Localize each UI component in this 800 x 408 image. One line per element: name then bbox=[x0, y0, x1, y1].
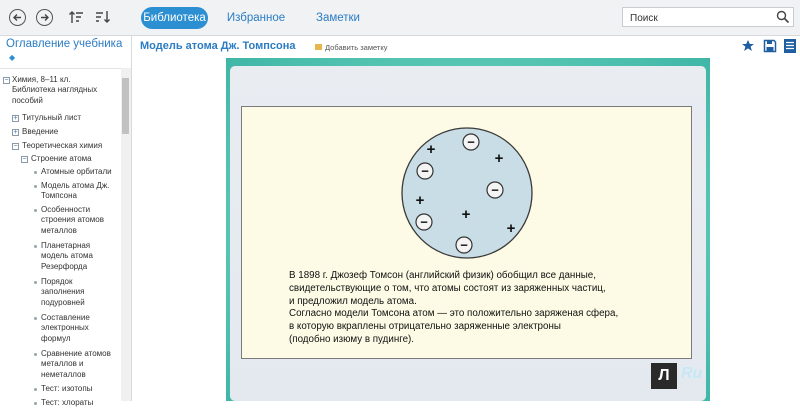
pin-icon[interactable]: ◆ bbox=[9, 53, 16, 62]
description-line: Согласно модели Томсона атом — это положительно заряженая сфера, bbox=[289, 308, 619, 320]
toc-item-label: металлов и bbox=[41, 359, 84, 369]
toc-item-label: Модель атома Дж. bbox=[41, 181, 110, 190]
toc-item-sublevel-filling[interactable] bbox=[41, 277, 85, 308]
bullet-icon bbox=[34, 402, 37, 405]
minus-sign: − bbox=[421, 163, 429, 179]
back-arrow-icon[interactable] bbox=[9, 9, 26, 26]
toc-item-metal-atoms[interactable] bbox=[41, 205, 104, 236]
toc-item-label: Составление bbox=[41, 313, 90, 322]
bullet-icon bbox=[34, 185, 37, 188]
bullet-icon bbox=[34, 317, 37, 320]
bullet-icon bbox=[34, 171, 37, 174]
toc-tree bbox=[0, 68, 121, 407]
sort-ascending-icon[interactable] bbox=[68, 9, 84, 25]
watermark-text: Ru bbox=[681, 365, 703, 382]
toc-item-chlorates-test[interactable]: Тест: хлораты bbox=[41, 398, 94, 407]
bullet-icon bbox=[34, 245, 37, 248]
bullet-icon bbox=[34, 388, 37, 391]
expand-box-icon[interactable]: + bbox=[13, 129, 18, 136]
toc-item-atomic-orbitals[interactable]: Атомные орбитали bbox=[41, 167, 112, 176]
toc-item-label: формул bbox=[41, 333, 71, 343]
toc-item-label: Библиотека наглядных bbox=[12, 85, 98, 95]
note-icon bbox=[315, 44, 322, 50]
toc-item-electron-formulas[interactable] bbox=[41, 313, 90, 344]
electron-icon bbox=[463, 134, 479, 150]
toc-item-thompson-model[interactable] bbox=[41, 181, 109, 202]
sidebar-scrollbar[interactable] bbox=[121, 68, 131, 401]
description-line: (подобно изюму в пудинге). bbox=[289, 333, 415, 345]
thomson-atom-diagram bbox=[400, 127, 535, 260]
toc-item-rutherford-model[interactable] bbox=[41, 241, 93, 272]
toc-item-atom-structure[interactable]: Строение атома bbox=[31, 154, 92, 163]
minus-sign: − bbox=[460, 237, 468, 253]
toc-item-label: Порядок bbox=[41, 277, 73, 286]
bullet-icon bbox=[34, 353, 37, 356]
add-note-button[interactable] bbox=[315, 43, 387, 52]
plus-sign: + bbox=[415, 192, 425, 209]
plus-sign: + bbox=[506, 220, 516, 237]
plus-sign: + bbox=[494, 150, 504, 167]
search-icon[interactable] bbox=[776, 10, 790, 24]
description-line: свидетельствующие о том, что атомы состоят из заряженных частиц, bbox=[289, 282, 606, 294]
electron-icon bbox=[487, 182, 503, 198]
toc-item-label: электронных bbox=[41, 323, 89, 333]
tab-favorites[interactable]: Избранное bbox=[226, 12, 286, 24]
search-input[interactable] bbox=[623, 10, 771, 28]
menu-lines-icon[interactable] bbox=[784, 39, 796, 53]
toc-item-chemistry[interactable] bbox=[12, 75, 97, 106]
toc-item-label: Сравнение атомов bbox=[41, 349, 111, 358]
electron-icon bbox=[456, 237, 472, 253]
collapse-box-icon[interactable]: − bbox=[22, 156, 27, 163]
plus-sign: + bbox=[426, 141, 436, 158]
description-line: в которую вкраплены отрицательно заряженные электроны bbox=[289, 321, 561, 333]
toc-item-title-page[interactable]: Титульный лист bbox=[22, 113, 82, 122]
toc-item-isotopes-test[interactable]: Тест: изотопы bbox=[41, 384, 93, 393]
collapse-box-icon[interactable]: − bbox=[4, 77, 9, 84]
plus-sign: + bbox=[461, 206, 471, 223]
electron-icon bbox=[417, 163, 433, 179]
toc-item-introduction[interactable]: Введение bbox=[22, 127, 59, 136]
toc-item-label: заполнения bbox=[41, 287, 85, 297]
toc-item-theoretical-chemistry[interactable]: Теоретическая химия bbox=[22, 141, 103, 150]
page-title: Модель атома Дж. Томпсона bbox=[140, 40, 296, 52]
minus-sign: − bbox=[467, 134, 475, 150]
add-note-label: Добавить заметку bbox=[325, 43, 388, 52]
toc-title: Оглавление учебника bbox=[6, 38, 123, 50]
search-box bbox=[622, 7, 794, 27]
tab-notes[interactable]: Заметки bbox=[316, 12, 360, 24]
top-toolbar bbox=[0, 0, 800, 36]
toc-item-label: Особенности bbox=[41, 205, 91, 214]
toc-item-label: металлов bbox=[41, 225, 77, 235]
toc-item-label: Резерфорда bbox=[41, 261, 88, 271]
toc-item-label: Химия, 8–11 кл. bbox=[12, 75, 71, 84]
electron-icon bbox=[416, 214, 432, 230]
toc-item-metals-nonmetals[interactable] bbox=[41, 349, 111, 380]
minus-sign: − bbox=[420, 214, 428, 230]
toc-item-label: Планетарная bbox=[41, 241, 91, 250]
save-icon[interactable] bbox=[763, 39, 777, 53]
description-line: и предложил модель атома. bbox=[289, 295, 417, 307]
toc-item-label: пособий bbox=[12, 95, 43, 105]
bullet-icon bbox=[34, 209, 37, 212]
collapse-box-icon[interactable]: − bbox=[13, 143, 18, 150]
watermark-letter: Л bbox=[651, 363, 677, 389]
toc-item-label: неметаллов bbox=[41, 369, 86, 379]
toc-item-label: модель атома bbox=[41, 251, 93, 261]
toc-item-label: Томпсона bbox=[41, 191, 77, 201]
star-icon[interactable] bbox=[741, 39, 755, 53]
toc-item-label: подуровней bbox=[41, 297, 85, 307]
description-line: В 1898 г. Джозеф Томсон (английский физик) обобщил все данные, bbox=[289, 270, 596, 281]
minus-sign: − bbox=[491, 182, 499, 198]
tab-library[interactable]: Библиотека bbox=[141, 7, 208, 29]
sort-descending-icon[interactable] bbox=[95, 9, 111, 25]
expand-box-icon[interactable]: + bbox=[13, 115, 18, 122]
slide-description bbox=[289, 270, 618, 347]
bullet-icon bbox=[34, 281, 37, 284]
scrollbar-thumb[interactable] bbox=[122, 78, 129, 134]
forward-arrow-icon[interactable] bbox=[36, 9, 53, 26]
toc-item-label: строения атомов bbox=[41, 215, 104, 225]
